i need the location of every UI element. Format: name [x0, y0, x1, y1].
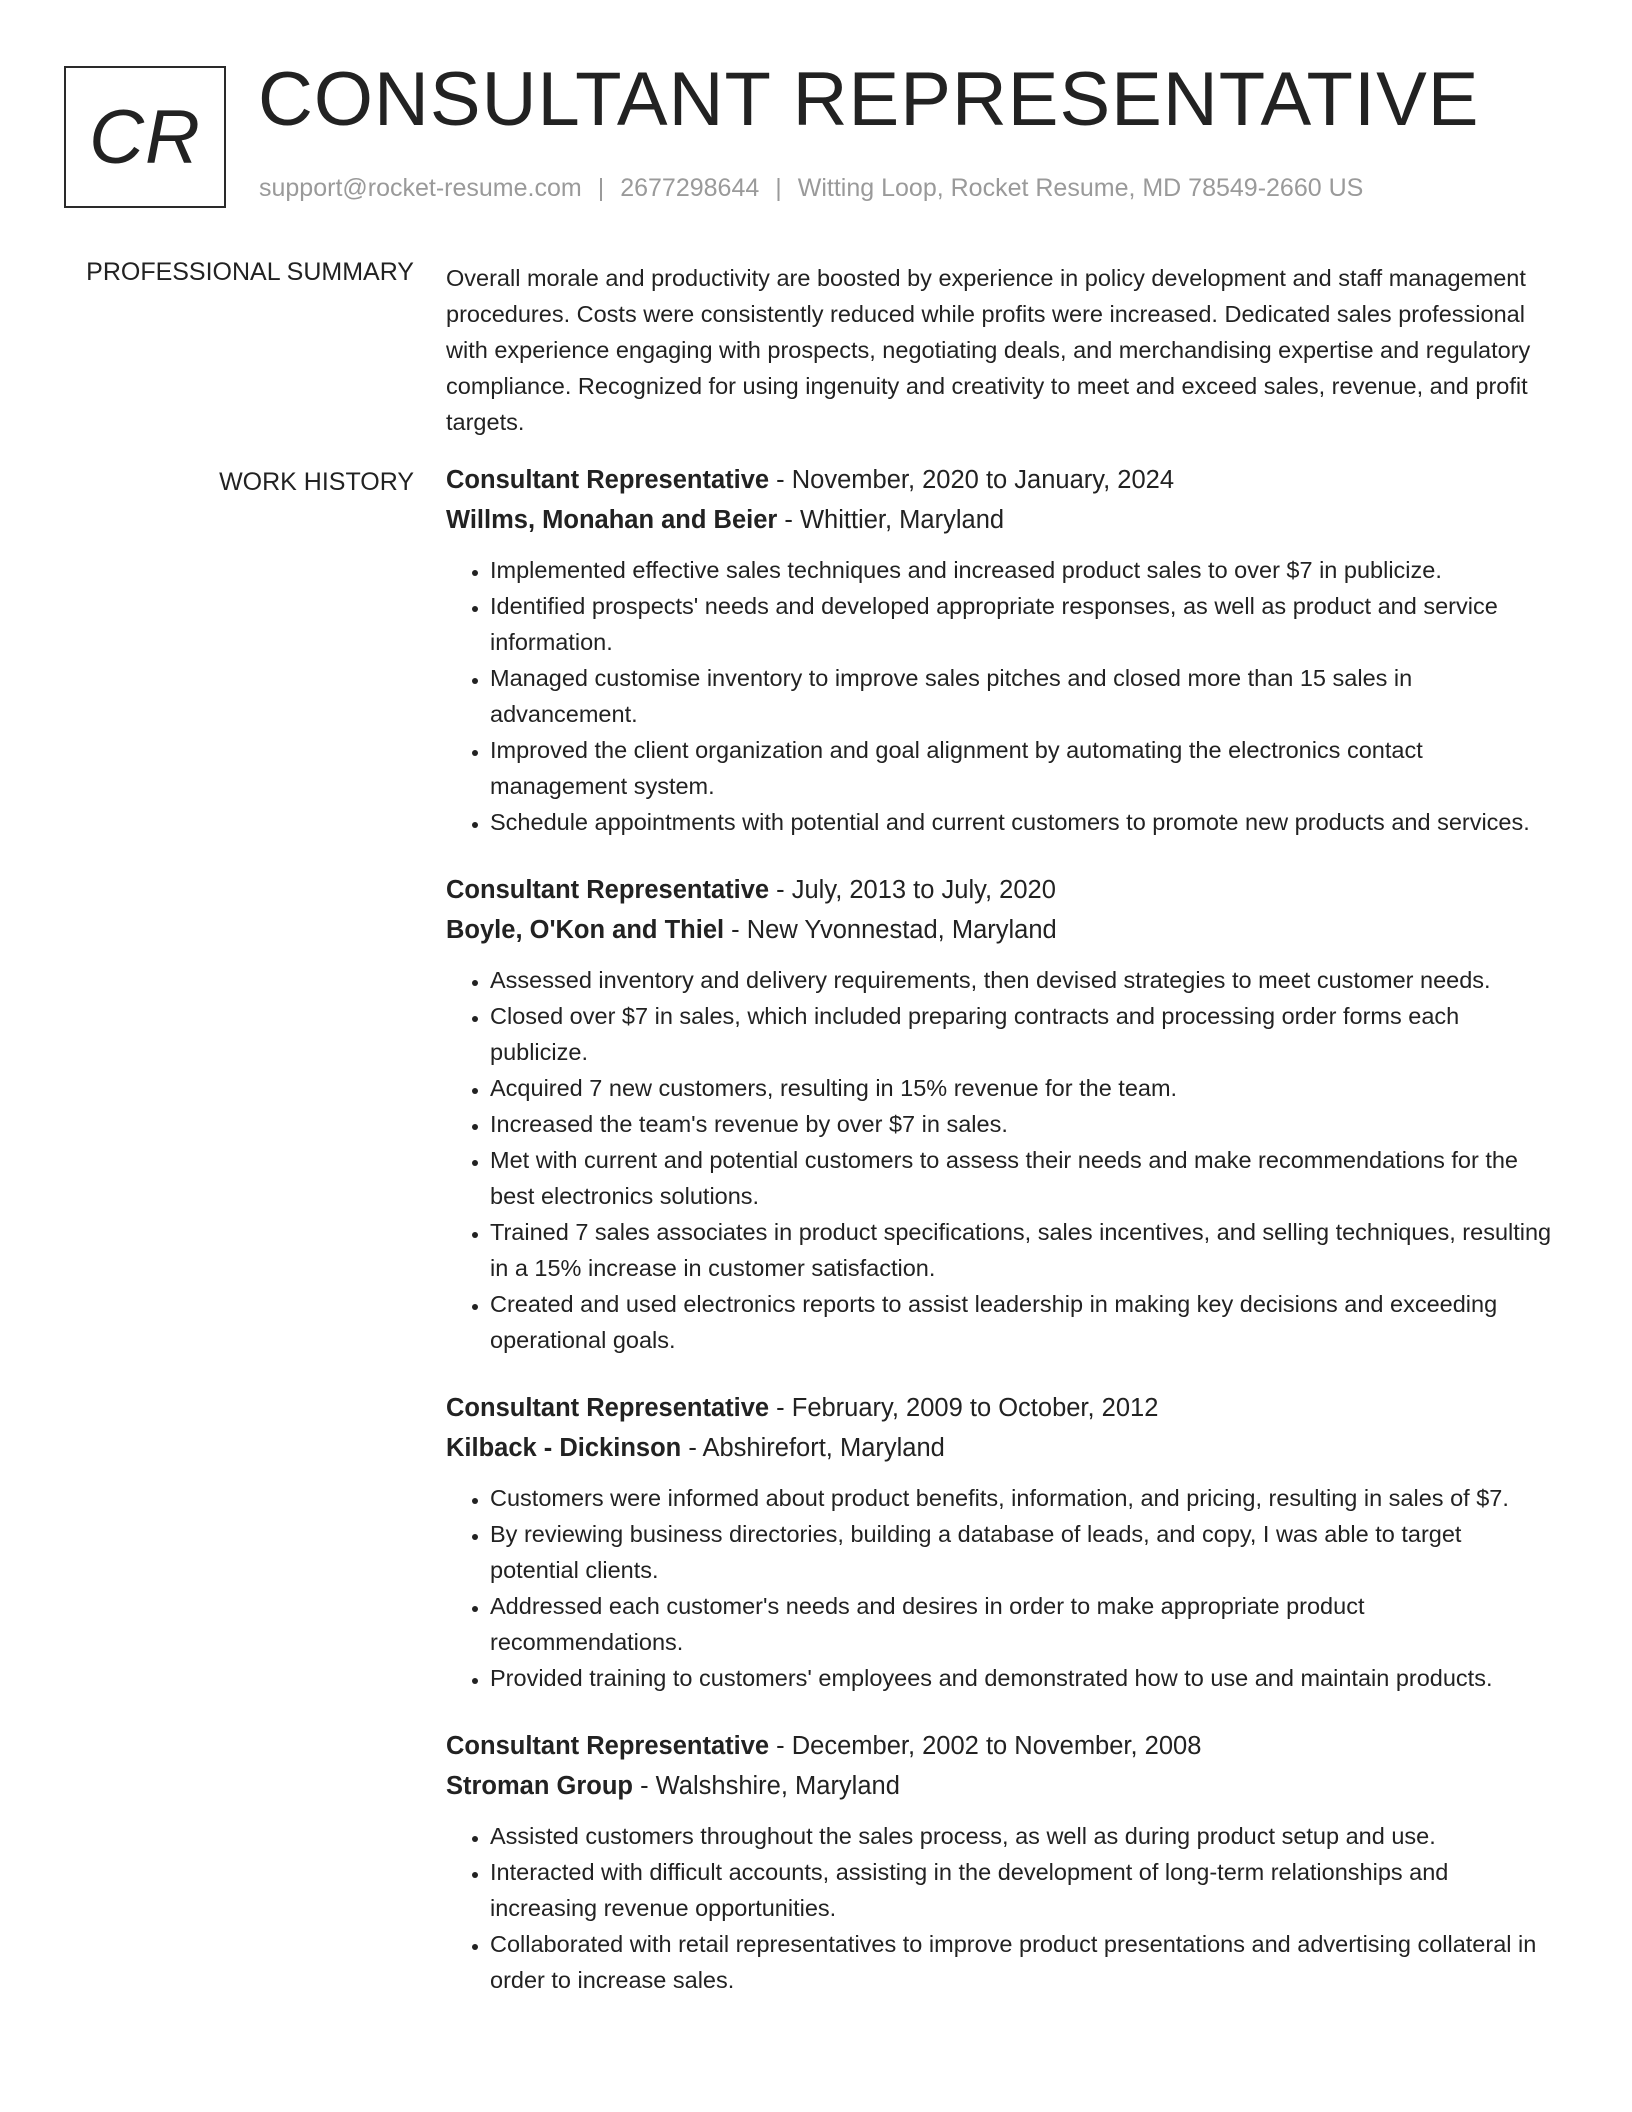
jobs-list: [446, 460, 1556, 2028]
job-bullets: [446, 1818, 1556, 1998]
job-company: Boyle, O'Kon and Thiel: [446, 916, 725, 944]
job-bullet: • Closed over $7 in sales, which included preparing contracts and processing order forms each publicize.: [490, 998, 1556, 1070]
job-bullet: • Interacted with difficult accounts, assisting in the development of long-term relationships and increasing revenue opportunities.: [490, 1854, 1556, 1926]
job-title: Consultant Representative: [446, 1732, 770, 1760]
job-company: Kilback - Dickinson: [446, 1434, 682, 1462]
job-bullet: • Created and used electronics reports to assist leadership in making key decisions and exceeding operational goals.: [490, 1286, 1556, 1358]
contact-separator: |: [775, 174, 782, 202]
job-bullet: • Implemented effective sales techniques and increased product sales to over $7 in publicize.: [490, 552, 1556, 588]
job-dates: - December, 2002 to November, 2008: [769, 1732, 1202, 1760]
job-entry: [446, 460, 1556, 840]
work-history-heading: WORK HISTORY: [219, 468, 414, 496]
job-title-line: [446, 1388, 1556, 1428]
job-company-line: [446, 1428, 1556, 1468]
job-entry: [446, 1388, 1556, 1696]
job-entry: [446, 870, 1556, 1358]
job-bullet: • Customers were informed about product benefits, information, and pricing, resulting in sales of $7.: [490, 1480, 1556, 1516]
job-bullet: • Assessed inventory and delivery requirements, then devised strategies to meet customer needs.: [490, 962, 1556, 998]
job-bullets: [446, 962, 1556, 1358]
job-location: - Walshshire, Maryland: [633, 1772, 900, 1800]
monogram-initials: CR: [89, 94, 201, 180]
job-title-line: [446, 1726, 1556, 1766]
monogram-box: [64, 66, 226, 208]
summary-text: Overall morale and productivity are boosted by experience in policy development and staff management procedures. Costs were consistently reduced while profits were increased. Dedicated sales professional with experience engaging with prospects, negotiating deals, and merchandising expertise and regulatory compliance. Recognized for using ingenuity and creativity to meet and exceed sales, revenue, and profit targets.: [446, 265, 1531, 435]
job-dates: - November, 2020 to January, 2024: [769, 466, 1175, 494]
job-bullet: • Addressed each customer's needs and desires in order to make appropriate product recommendations.: [490, 1588, 1556, 1660]
job-bullet: • Schedule appointments with potential and current customers to promote new products and services.: [490, 804, 1556, 840]
job-dates: - July, 2013 to July, 2020: [769, 876, 1056, 904]
job-title: Consultant Representative: [446, 466, 770, 494]
job-bullet: • Collaborated with retail representatives to improve product presentations and advertising collateral in order to increase sales.: [490, 1926, 1556, 1998]
job-title: Consultant Representative: [446, 876, 770, 904]
job-location: - Whittier, Maryland: [777, 506, 1005, 534]
job-entry: [446, 1726, 1556, 1998]
job-company: Willms, Monahan and Beier: [446, 506, 778, 534]
contact-email[interactable]: support@rocket-resume.com: [259, 174, 582, 202]
job-bullets: [446, 552, 1556, 840]
contact-line: [259, 174, 1363, 203]
job-location: - Abshirefort, Maryland: [681, 1434, 945, 1462]
job-bullet: • Acquired 7 new customers, resulting in 15% revenue for the team.: [490, 1070, 1556, 1106]
contact-phone[interactable]: 2677298644: [620, 174, 760, 202]
job-bullet: • Identified prospects' needs and developed appropriate responses, as well as product and service information.: [490, 588, 1556, 660]
job-title-line: [446, 870, 1556, 910]
job-bullets: [446, 1480, 1556, 1696]
job-bullet: • Increased the team's revenue by over $7 in sales.: [490, 1106, 1556, 1142]
summary-heading: PROFESSIONAL SUMMARY: [86, 258, 414, 286]
job-title: Consultant Representative: [446, 1394, 770, 1422]
contact-address: Witting Loop, Rocket Resume, MD 78549-2660 US: [797, 174, 1364, 202]
job-bullet: • Assisted customers throughout the sales process, as well as during product setup and use.: [490, 1818, 1556, 1854]
job-location: - New Yvonnestad, Maryland: [724, 916, 1057, 944]
job-company: Stroman Group: [446, 1772, 634, 1800]
job-bullet: • Managed customise inventory to improve sales pitches and closed more than 15 sales in advancement.: [490, 660, 1556, 732]
candidate-name: CONSULTANT REPRESENTATIVE: [258, 57, 1480, 142]
job-bullet: • By reviewing business directories, building a database of leads, and copy, I was able to target potential clients.: [490, 1516, 1556, 1588]
job-company-line: [446, 500, 1556, 540]
job-company-line: [446, 1766, 1556, 1806]
summary-body: [446, 260, 1556, 440]
job-company-line: [446, 910, 1556, 950]
job-bullet: • Provided training to customers' employees and demonstrated how to use and maintain products.: [490, 1660, 1556, 1696]
job-bullet: • Trained 7 sales associates in product specifications, sales incentives, and selling techniques, resulting in a 15% increase in customer satisfaction.: [490, 1214, 1556, 1286]
job-bullet: • Met with current and potential customers to assess their needs and make recommendations for the best electronics solutions.: [490, 1142, 1556, 1214]
job-bullet: • Improved the client organization and goal alignment by automating the electronics contact management system.: [490, 732, 1556, 804]
job-dates: - February, 2009 to October, 2012: [769, 1394, 1159, 1422]
job-title-line: [446, 460, 1556, 500]
contact-separator: |: [597, 174, 605, 202]
